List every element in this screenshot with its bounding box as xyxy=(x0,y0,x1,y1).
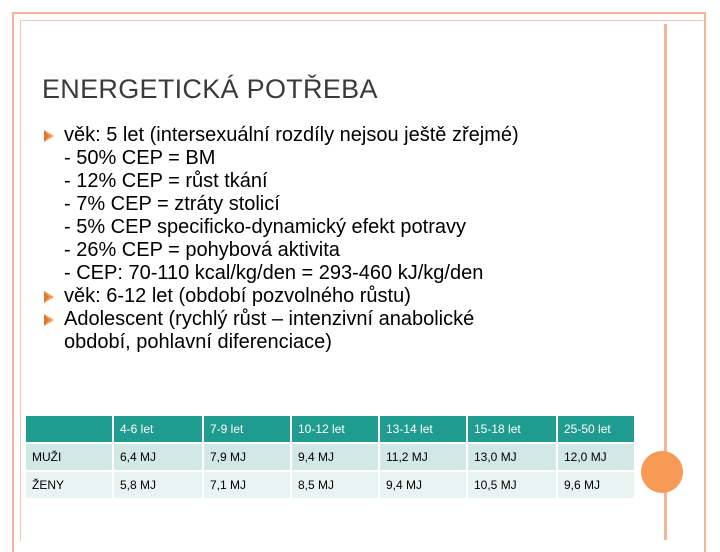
table-cell: 8,5 MJ xyxy=(292,472,378,498)
bullet-line: věk: 6-12 let (období pozvolného růstu) xyxy=(64,285,411,307)
table-cell: MUŽI xyxy=(26,444,112,470)
bullet-item-age-6-12 xyxy=(42,285,652,308)
table-cell: 11,2 MJ xyxy=(380,444,466,470)
table-cell: 12,0 MJ xyxy=(558,444,634,470)
slide-title: ENERGETICKÁ POTŘEBA xyxy=(42,74,378,104)
orange-flag-icon xyxy=(42,313,56,327)
orange-flag-icon xyxy=(42,129,56,143)
bullet-item-age-5 xyxy=(42,124,652,285)
table-row xyxy=(26,472,634,498)
bullet-item-adolescent xyxy=(42,308,652,354)
table-cell: 9,4 MJ xyxy=(380,472,466,498)
bullet-line: - 5% CEP specificko-dynamický efekt potravy xyxy=(64,216,467,238)
table-header-cell: 7-9 let xyxy=(204,416,290,442)
orange-flag-icon xyxy=(42,290,56,304)
table-header-cell: 15-18 let xyxy=(468,416,556,442)
table-header-row xyxy=(26,416,634,442)
table-header-cell: 10-12 let xyxy=(292,416,378,442)
bullet-line: - 12% CEP = růst tkání xyxy=(64,170,268,192)
table-header-cell: 4-6 let xyxy=(114,416,202,442)
table-cell: ŽENY xyxy=(26,472,112,498)
bullet-line: věk: 5 let (intersexuální rozdíly nejsou ještě zřejmé) xyxy=(64,124,519,146)
table-header-cell: 13-14 let xyxy=(380,416,466,442)
table-cell: 7,9 MJ xyxy=(204,444,290,470)
table-row xyxy=(26,444,634,470)
table-header-cell xyxy=(26,416,112,442)
decorative-circle xyxy=(641,451,683,493)
table-cell: 13,0 MJ xyxy=(468,444,556,470)
table-cell: 5,8 MJ xyxy=(114,472,202,498)
bullet-line: - 7% CEP = ztráty stolicí xyxy=(64,193,280,215)
table-cell: 9,4 MJ xyxy=(292,444,378,470)
table-cell: 6,4 MJ xyxy=(114,444,202,470)
bullet-line: Adolescent (rychlý růst – intenzivní anabolické xyxy=(64,308,475,330)
bullet-line: - CEP: 70-110 kcal/kg/den = 293-460 kJ/kg/den xyxy=(64,262,484,284)
bullet-line: - 50% CEP = BM xyxy=(64,147,216,169)
table-cell: 10,5 MJ xyxy=(468,472,556,498)
bullet-line: - 26% CEP = pohybová aktivita xyxy=(64,239,340,261)
table-header-cell: 25-50 let xyxy=(558,416,634,442)
table-cell: 7,1 MJ xyxy=(204,472,290,498)
table-cell: 9,6 MJ xyxy=(558,472,634,498)
bullet-line: období, pohlavní diferenciace) xyxy=(64,331,332,353)
bullet-list xyxy=(42,124,652,354)
energy-table xyxy=(24,414,636,500)
